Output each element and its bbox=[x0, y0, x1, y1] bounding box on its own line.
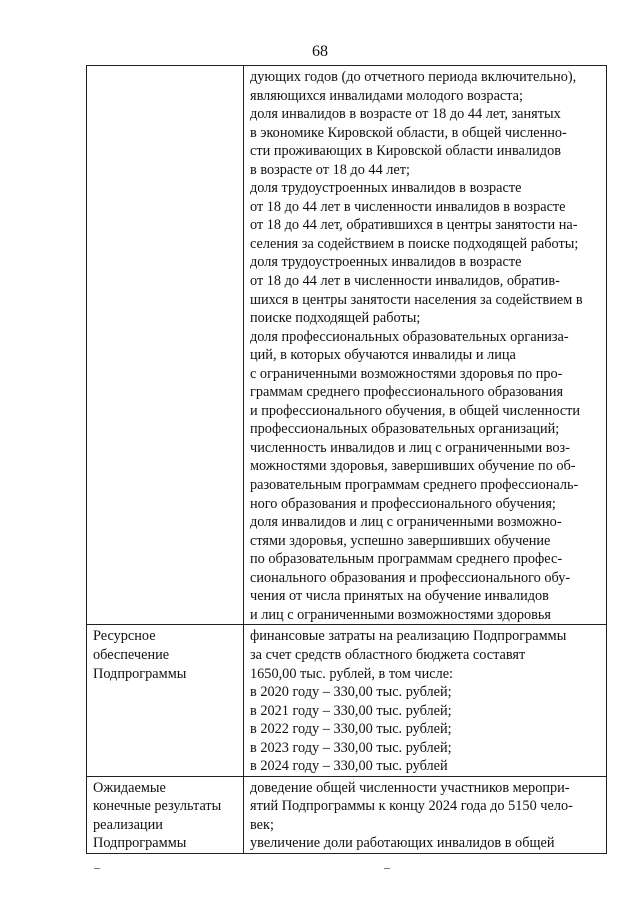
row-content-line: селения за содействием в поиске подходящей работы; bbox=[250, 235, 579, 252]
row-content-line: финансовые затраты на реализацию Подпрограммы bbox=[250, 628, 567, 645]
row-content-line: ного образования и профессионального обучения; bbox=[250, 495, 556, 512]
row-content-line: ятий Подпрограммы к концу 2024 года до 5150 чело- bbox=[250, 798, 573, 815]
row-label-line: Ожидаемые bbox=[93, 779, 166, 796]
row-content-line: граммам среднего профессионального образования bbox=[250, 384, 564, 401]
row-content-line: от 18 до 44 лет в численности инвалидов, обратив- bbox=[250, 273, 560, 290]
row-label-line: реализации bbox=[93, 816, 163, 833]
row-content-line: в 2024 году – 330,00 тыс. рублей bbox=[250, 758, 448, 775]
row-content-line: стями здоровья, успешно завершивших обучение bbox=[250, 532, 551, 549]
row-label-line: обеспечение bbox=[93, 646, 170, 663]
row-content-line: век; bbox=[250, 816, 274, 833]
row-label-line: конечные результаты bbox=[93, 798, 222, 815]
row-content-line: доведение общей численности участников меропри- bbox=[250, 779, 570, 796]
row-content-cell bbox=[244, 625, 607, 776]
row-content-line: доля инвалидов в возрасте от 18 до 44 лет, занятых bbox=[250, 106, 561, 123]
row-content-line: и профессионального обучения, в общей численности bbox=[250, 402, 581, 419]
row-content-line: доля трудоустроенных инвалидов в возрасте bbox=[250, 180, 522, 197]
row-content-line: в 2020 году – 330,00 тыс. рублей; bbox=[250, 684, 452, 701]
row-content-line: шихся в центры занятости населения за содействием в bbox=[250, 291, 583, 308]
row-content-cell bbox=[244, 776, 607, 853]
row-label-cell bbox=[87, 66, 244, 625]
row-content-line: сти проживающих в Кировской области инвалидов bbox=[250, 143, 561, 160]
row-content-line: в 2021 году – 330,00 тыс. рублей; bbox=[250, 702, 452, 719]
row-content-line: являющихся инвалидами молодого возраста; bbox=[250, 87, 523, 104]
row-content-line: от 18 до 44 лет в численности инвалидов в возрасте bbox=[250, 198, 566, 215]
row-content-line: дующих годов (до отчетного периода включительно), bbox=[250, 69, 577, 85]
row-content-line: и лиц с ограниченными возможностями здоровья bbox=[250, 606, 552, 623]
row-content-line: 1650,00 тыс. рублей, в том числе: bbox=[250, 665, 454, 682]
row-content-line: в возрасте от 18 до 44 лет; bbox=[250, 161, 411, 178]
subprogram-passport-table bbox=[86, 65, 607, 854]
scan-speck bbox=[94, 868, 100, 869]
row-content-line: численность инвалидов и лиц с ограниченными воз- bbox=[250, 439, 570, 456]
row-label-line: Подпрограммы bbox=[93, 665, 187, 682]
row-content-cell bbox=[244, 66, 607, 625]
table-row-expected-results bbox=[87, 776, 607, 853]
row-label-line: Подпрограммы bbox=[93, 835, 187, 852]
row-content-line: можностями здоровья, завершивших обучение по об- bbox=[250, 458, 576, 475]
row-content-line: в 2023 году – 330,00 тыс. рублей; bbox=[250, 739, 452, 756]
row-content-line: в экономике Кировской области, в общей численно- bbox=[250, 124, 567, 141]
row-content-line: за счет средств областного бюджета составят bbox=[250, 646, 526, 663]
row-content-line: поиске подходящей работы; bbox=[250, 310, 421, 327]
row-content-line: от 18 до 44 лет, обратившихся в центры занятости на- bbox=[250, 217, 578, 234]
row-content-line: в 2022 году – 330,00 тыс. рублей; bbox=[250, 721, 452, 738]
row-content-line: чения от числа принятых на обучение инвалидов bbox=[250, 588, 549, 605]
row-label-line: Ресурсное bbox=[93, 628, 156, 645]
row-label-cell bbox=[87, 776, 244, 853]
row-content-line: сионального образования и профессионального обу- bbox=[250, 569, 571, 586]
row-content-line: доля профессиональных образовательных организа- bbox=[250, 328, 569, 345]
row-content-line: увеличение доли работающих инвалидов в общей bbox=[250, 835, 555, 852]
row-content-line: с ограниченными возможностями здоровья по про- bbox=[250, 365, 563, 382]
row-content-line: доля инвалидов и лиц с ограниченными возможно- bbox=[250, 514, 562, 531]
row-label-cell bbox=[87, 625, 244, 776]
row-content-line: по образовательным программам среднего профес- bbox=[250, 551, 563, 568]
page-number: 68 bbox=[312, 43, 328, 60]
table-row-indicators bbox=[87, 66, 607, 625]
table-row-resources bbox=[87, 625, 607, 776]
row-content-line: разовательным программам среднего профессиональ- bbox=[250, 477, 579, 494]
scan-speck bbox=[384, 868, 390, 869]
row-content-line: доля трудоустроенных инвалидов в возрасте bbox=[250, 254, 522, 271]
row-content-line: профессиональных образовательных организаций; bbox=[250, 421, 560, 438]
row-content-line: ций, в которых обучаются инвалиды и лица bbox=[250, 347, 516, 364]
